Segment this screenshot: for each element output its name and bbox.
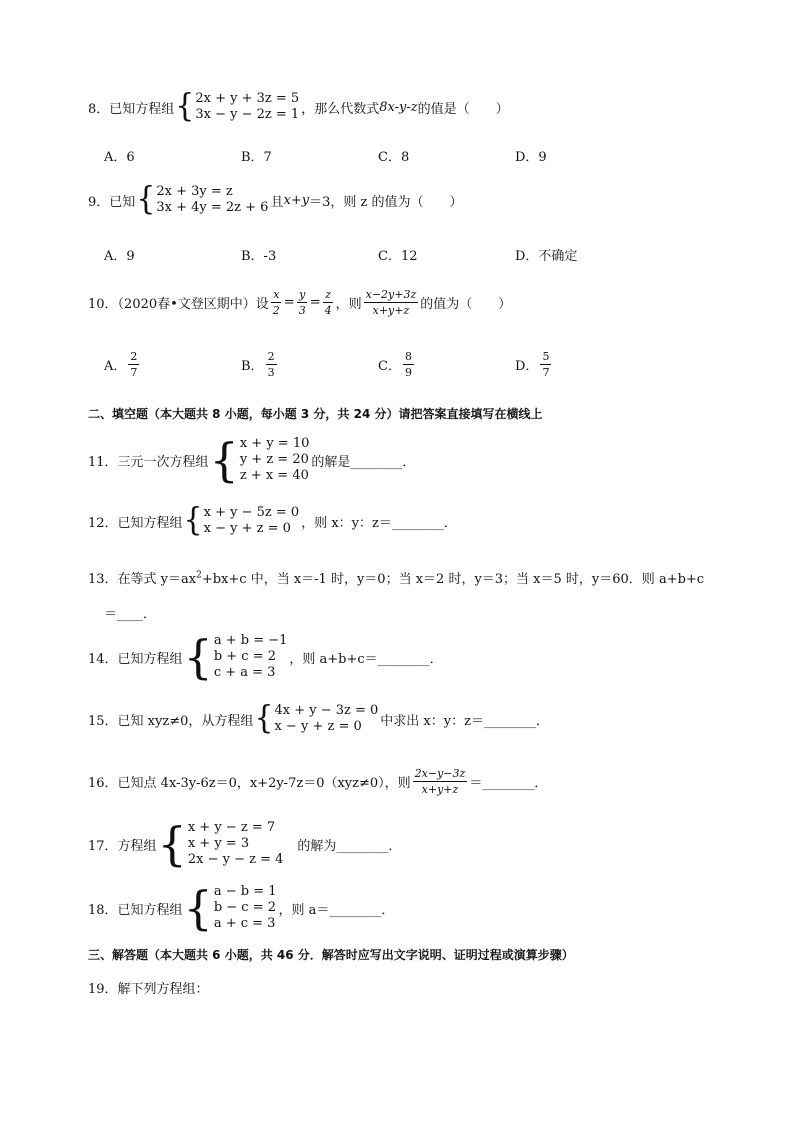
q9-mid: 且: [270, 194, 284, 210]
q13-text-b: +bx+c 中，当 x＝-1 时，y＝0；当 x＝2 时，y＝3；当 x＝5 时，y＝60．则 a+b+c: [201, 572, 705, 587]
equals-sign: =: [309, 295, 321, 310]
q12-suffix: ，则 x：y：z＝________．: [301, 515, 457, 531]
q8-suffix-a: ，那么代数式: [301, 101, 380, 117]
q12-eq2: x − y + z = 0: [203, 521, 291, 536]
q8-expr: 8x-y-z: [379, 99, 418, 115]
question-14: [88, 630, 443, 684]
q14-eq2: b + c = 2: [213, 649, 277, 664]
q11-prefix: 11．三元一次方程组: [88, 454, 209, 470]
q8-suffix-b: 的值是（ ）: [417, 101, 509, 117]
brace: {: [183, 881, 213, 935]
q11-eq2: y + z = 20: [239, 452, 309, 467]
q10-option-d: D． $\frac{5}{7}$: [515, 350, 550, 379]
q18-prefix: 18．已知方程组: [88, 902, 183, 918]
q18-suffix: ，则 a＝________．: [278, 902, 395, 918]
q15-eq1: 4x + y − 3z = 0: [274, 703, 379, 718]
question-9: [88, 181, 463, 218]
q11-system: [209, 433, 310, 487]
q9-option-d: D．不确定: [515, 249, 578, 264]
q18-system: [183, 881, 277, 935]
q15-system: [254, 700, 379, 737]
fraction: $\frac{x-2y+3z}{x+y+z}$: [365, 288, 417, 317]
brace: {: [209, 433, 239, 487]
q9-suffix: ＝3，则 z 的值为（ ）: [309, 194, 463, 210]
q10-option-b: B． $\frac{2}{3}$: [241, 350, 275, 379]
brace: {: [157, 817, 187, 871]
q8-option-c: C．8: [378, 150, 410, 165]
q10-suffix: 的值为（ ）: [420, 297, 512, 312]
q14-suffix: ，则 a+b+c＝________．: [289, 651, 443, 667]
q15-suffix: 中求出 x：y：z＝________．: [380, 713, 549, 729]
q9-option-a: A．9: [104, 249, 135, 264]
section-2-heading: 二、填空题（本大题共 8 小题，每小题 3 分，共 24 分）请把答案直接填写在横线上: [88, 407, 543, 421]
question-15: [88, 700, 549, 737]
section-3-heading: 三、解答题（本大题共 6 小题，共 46 分．解答时应写出文字说明、证明过程或演算步骤）: [88, 948, 574, 962]
q15-eq2: x − y + z = 0: [274, 719, 362, 734]
question-13-line2: ＝____．: [104, 607, 157, 622]
question-10: [88, 288, 511, 317]
question-18: [88, 881, 395, 935]
question-8: [88, 88, 509, 125]
q10-option-c: C． $\frac{8}{9}$: [378, 350, 412, 379]
q8-option-d: D．9: [515, 150, 547, 165]
q15-prefix: 15．已知 xyz≠0，从方程组: [88, 713, 254, 729]
equals-sign: =: [283, 295, 295, 310]
q17-eq1: x + y − z = 7: [187, 820, 276, 835]
q18-eq2: b − c = 2: [213, 900, 277, 915]
fraction: $\frac{z}{4}$: [324, 288, 332, 317]
question-13-line1: [88, 568, 704, 587]
q17-eq3: 2x − y − z = 4: [187, 852, 284, 867]
brace: {: [183, 502, 203, 539]
brace: {: [175, 88, 195, 125]
q13-text-a: 13．在等式 y＝ax: [88, 572, 197, 587]
q17-suffix: 的解为________．: [297, 838, 402, 854]
q9-option-c: C．12: [378, 249, 418, 264]
q10-option-a: A． $\frac{2}{7}$: [104, 350, 138, 379]
q14-system: [183, 630, 288, 684]
q12-prefix: 12．已知方程组: [88, 515, 183, 531]
q16-suffix: ＝________．: [469, 776, 548, 791]
q12-system: [183, 502, 300, 539]
question-16: [88, 767, 547, 796]
q10-options: [104, 350, 652, 379]
q8-system: [175, 88, 300, 125]
question-11: [88, 433, 416, 487]
question-12: [88, 502, 457, 539]
question-19: 19．解下列方程组：: [88, 982, 209, 997]
q18-eq1: a − b = 1: [213, 884, 277, 899]
q17-prefix: 17．方程组: [88, 838, 157, 854]
q9-option-b: B．-3: [241, 249, 277, 264]
q9-prefix: 9．已知: [88, 194, 136, 210]
q8-option-b: B．7: [241, 150, 272, 165]
q9-cond: x+y: [283, 192, 310, 208]
q11-suffix: 的解是________．: [311, 454, 416, 470]
q10-then: ，则: [335, 297, 362, 312]
brace: {: [254, 700, 274, 737]
q9-options: [104, 245, 652, 264]
q8-eq2: 3x − y − 2z = 1: [195, 107, 300, 122]
fraction: $\frac{2x-y-3z}{x+y+z}$: [414, 767, 466, 796]
q17-eq2: x + y = 3: [187, 836, 250, 851]
brace: {: [183, 630, 213, 684]
q11-eq3: z + x = 40: [239, 468, 309, 483]
q8-eq1: 2x + y + 3z = 5: [195, 91, 300, 106]
q17-system: [157, 817, 284, 871]
q9-system: [136, 181, 269, 218]
q13-exponent: 2: [196, 570, 202, 581]
q8-option-a: A．6: [104, 150, 135, 165]
q9-eq1: 2x + 3y = z: [156, 184, 233, 199]
fraction: $\frac{y}{3}$: [298, 288, 306, 317]
q8-prefix: 8．已知方程组: [88, 101, 175, 117]
q8-options: [104, 146, 652, 165]
q14-prefix: 14．已知方程组: [88, 651, 183, 667]
brace: {: [136, 181, 156, 218]
q9-eq2: 3x + 4y = 2z + 6: [156, 200, 269, 215]
q11-eq1: x + y = 10: [239, 436, 310, 451]
q10-prefix: 10．（2020春•文登区期中）设: [88, 297, 269, 312]
q18-eq3: a + c = 3: [213, 916, 276, 931]
q14-eq3: c + a = 3: [213, 665, 276, 680]
fraction: $\frac{x}{2}$: [272, 288, 280, 317]
q14-eq1: a + b = −1: [213, 633, 288, 648]
question-17: [88, 817, 402, 871]
q12-eq1: x + y − 5z = 0: [203, 505, 300, 520]
q16-prefix: 16．已知点 4x-3y-6z＝0，x+2y-7z＝0（xyz≠0），则: [88, 776, 411, 791]
